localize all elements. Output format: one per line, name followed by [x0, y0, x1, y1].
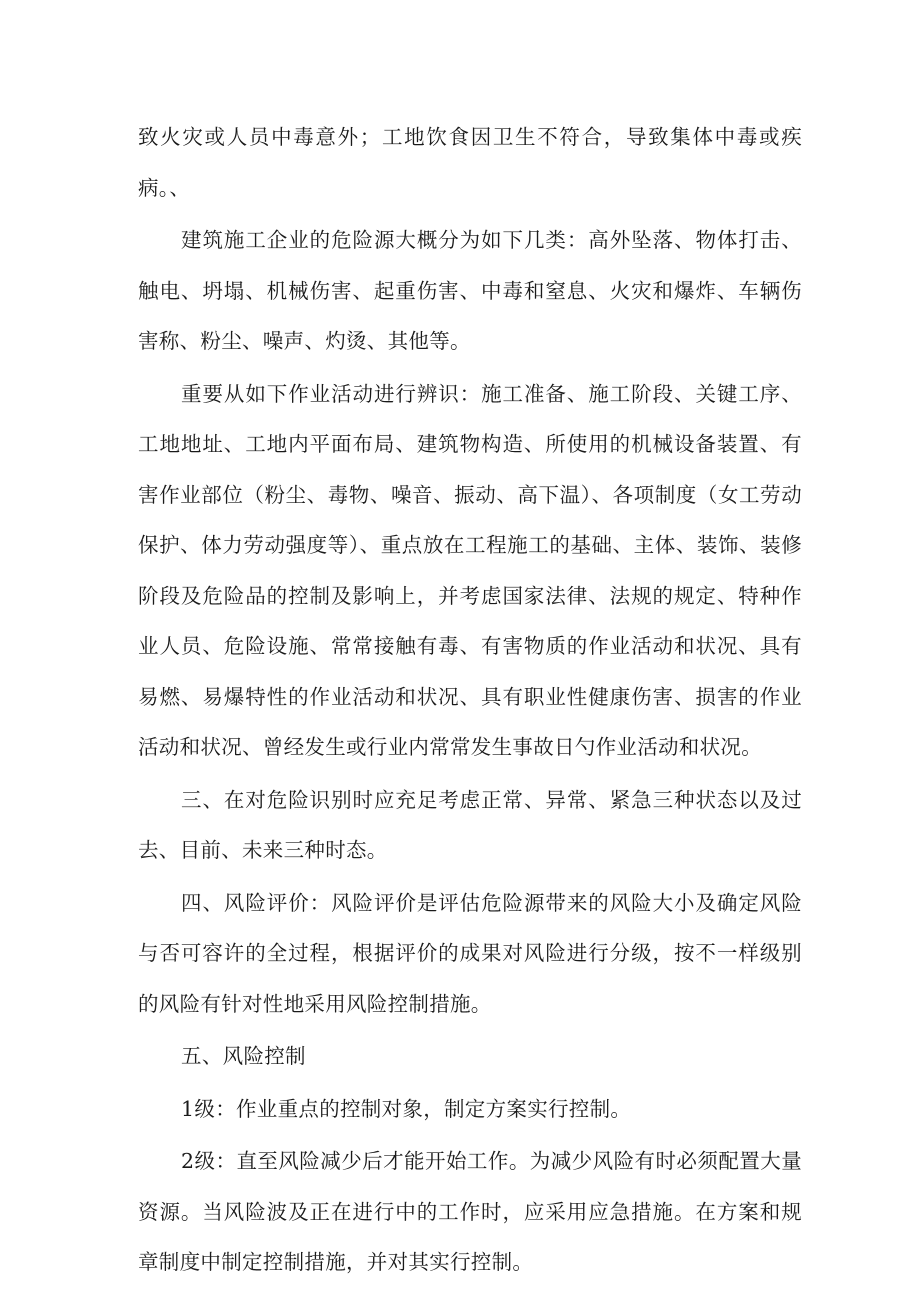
paragraph-level-2: 2级：直至风险减少后才能开始工作。为减少风险有时必须配置大量资源。当风险波及正在进行中的工作时，应采用应急措施。在方案和规章制度中制定控制措施，并对其实行控制。: [138, 1149, 802, 1274]
paragraph-level-1: 1级：作业重点的控制对象，制定方案实行控制。: [181, 1096, 632, 1121]
heading-section-five-risk-control: 五、风险控制: [181, 1044, 306, 1068]
paragraph-continuation: 致火灾或人员中毒意外；工地饮食因卫生不符合，导致集体中毒或疾病。、: [138, 125, 802, 200]
paragraph-section-three: 三、在对危险识别时应充足考虑正常、异常、紧急三种状态以及过去、目前、未来三种时态。: [138, 787, 802, 862]
paragraph-hazard-categories: 建筑施工企业的危险源大概分为如下几类：高外坠落、物体打击、触电、坍塌、机械伤害、起重伤害、中毒和窒息、火灾和爆炸、车辆伤害称、粉尘、噪声、灼烫、其他等。: [138, 228, 802, 353]
paragraph-section-four-risk-evaluation: 四、风险评价：风险评价是评估危险源带来的风险大小及确定风险与否可容许的全过程，根据评价的成果对风险进行分级，按不一样级别的风险有针对性地采用风险控制措施。: [138, 890, 802, 1016]
paragraph-identification-activities: 重要从如下作业活动进行辨识：施工准备、施工阶段、关键工序、工地地址、工地内平面布局、建筑物构造、所使用的机械设备装置、有害作业部位（粉尘、毒物、噪音、振动、高下温）、各项制度（女工劳动保护、体力劳动强度等）、重点放在工程施工的基础、主体、装饰、装修阶段及危险品的控制及影响上，并考虑国家法律、法规的规定、特种作业人员、危险设施、常常接触有毒、有害物质的作业活动和状况、具有易燃、易爆特性的作业活动和状况、具有职业性健康伤害、损害的作业活动和状况、曾经发生或行业内常常发生事故日勺作业活动和状况。: [138, 381, 802, 759]
document-body: [138, 112, 802, 1288]
